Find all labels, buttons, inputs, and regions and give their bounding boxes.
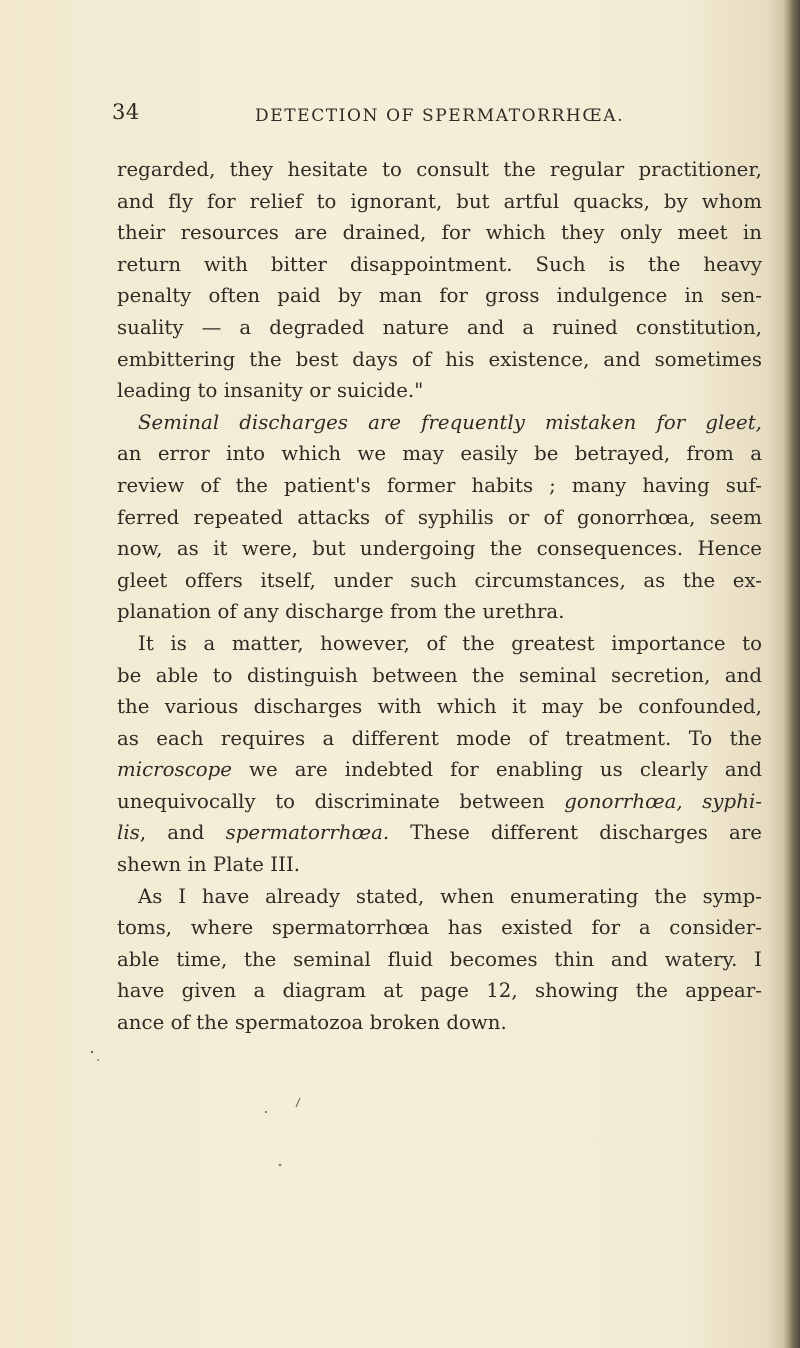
body-text bbox=[117, 154, 762, 1039]
page-edge-shadow bbox=[782, 0, 800, 1348]
text-segment: we are indebted for enabling us clearly and bbox=[232, 758, 762, 782]
text-line bbox=[117, 375, 762, 407]
text-segment: ferred repeated attacks of syphilis or of gonorrhœa, seem bbox=[117, 505, 762, 529]
text-segment: now, as it were, but undergoing the consequences. Hence bbox=[117, 537, 762, 561]
text-segment: able time, the seminal fluid becomes thin and watery. I bbox=[117, 947, 762, 971]
text-segment: planation of any discharge from the urethra. bbox=[117, 600, 565, 624]
text-segment: These different discharges are bbox=[389, 821, 762, 845]
text-segment: as each requires a different mode of treatment. To the bbox=[117, 726, 762, 750]
text-line bbox=[117, 470, 762, 502]
text-line bbox=[117, 660, 762, 692]
text-segment: suality — a degraded nature and a ruined constitution, bbox=[117, 315, 762, 339]
text-segment: return with bitter disappointment. Such is the heavy bbox=[117, 252, 762, 276]
italic-text: spermatorrhœa. bbox=[225, 821, 390, 845]
text-line bbox=[117, 723, 762, 755]
text-segment: gleet offers itself, under such circumstances, as the ex- bbox=[117, 568, 762, 592]
italic-text: Seminal discharges are frequently mistaken for gleet, bbox=[138, 410, 762, 434]
text-line bbox=[117, 691, 762, 723]
text-segment: As I have already stated, when enumerating the symp- bbox=[138, 884, 762, 908]
text-line bbox=[117, 186, 762, 218]
text-segment: It is a matter, however, of the greatest importance to bbox=[138, 631, 762, 655]
text-line bbox=[117, 312, 762, 344]
text-line bbox=[117, 975, 762, 1007]
text-line bbox=[117, 912, 762, 944]
text-line bbox=[117, 1007, 762, 1039]
text-segment: toms, where spermatorrhœa has existed for a consider- bbox=[117, 916, 762, 940]
text-segment: unequivocally to discriminate between bbox=[117, 789, 565, 813]
text-segment: an error into which we may easily be betrayed, from a bbox=[117, 442, 762, 466]
text-line bbox=[117, 596, 762, 628]
text-segment: have given a diagram at page 12, showing the appear- bbox=[117, 979, 762, 1003]
text-line bbox=[117, 502, 762, 534]
italic-text: gonorrhœa, syphi- bbox=[564, 789, 762, 813]
text-segment: be able to distinguish between the seminal secretion, and bbox=[117, 663, 762, 687]
text-line bbox=[117, 344, 762, 376]
text-line bbox=[117, 817, 762, 849]
text-segment: and fly for relief to ignorant, but artful quacks, by whom bbox=[117, 189, 762, 213]
text-line bbox=[117, 628, 762, 660]
text-line bbox=[117, 407, 762, 439]
text-segment: penalty often paid by man for gross indulgence in sen- bbox=[117, 284, 762, 308]
text-segment: ance of the spermatozoa broken down. bbox=[117, 1011, 507, 1035]
text-segment: embittering the best days of his existence, and sometimes bbox=[117, 347, 762, 371]
text-segment: their resources are drained, for which they only meet in bbox=[117, 221, 762, 245]
text-line bbox=[117, 533, 762, 565]
page-number: 34 bbox=[112, 100, 140, 124]
text-line bbox=[117, 154, 762, 186]
text-segment: shewn in Plate III. bbox=[117, 853, 301, 877]
text-line bbox=[117, 944, 762, 976]
page-header bbox=[112, 100, 760, 140]
text-segment: the various discharges with which it may be confounded, bbox=[117, 695, 762, 719]
text-line bbox=[117, 280, 762, 312]
text-segment: review of the patient's former habits ; many having suf- bbox=[117, 473, 762, 497]
text-segment: , and bbox=[139, 821, 226, 845]
text-line bbox=[117, 754, 762, 786]
italic-text: microscope bbox=[117, 758, 232, 782]
text-line bbox=[117, 438, 762, 470]
text-line bbox=[117, 249, 762, 281]
text-line bbox=[117, 565, 762, 597]
text-line bbox=[117, 881, 762, 913]
running-title: DETECTION OF SPERMATORRHŒA. bbox=[255, 106, 625, 126]
text-line bbox=[117, 217, 762, 249]
text-line bbox=[117, 849, 762, 881]
text-segment: regarded, they hesitate to consult the regular practitioner, bbox=[117, 158, 762, 181]
italic-text: lis bbox=[117, 821, 140, 845]
text-line bbox=[117, 786, 762, 818]
text-segment: leading to insanity or suicide." bbox=[117, 379, 424, 403]
